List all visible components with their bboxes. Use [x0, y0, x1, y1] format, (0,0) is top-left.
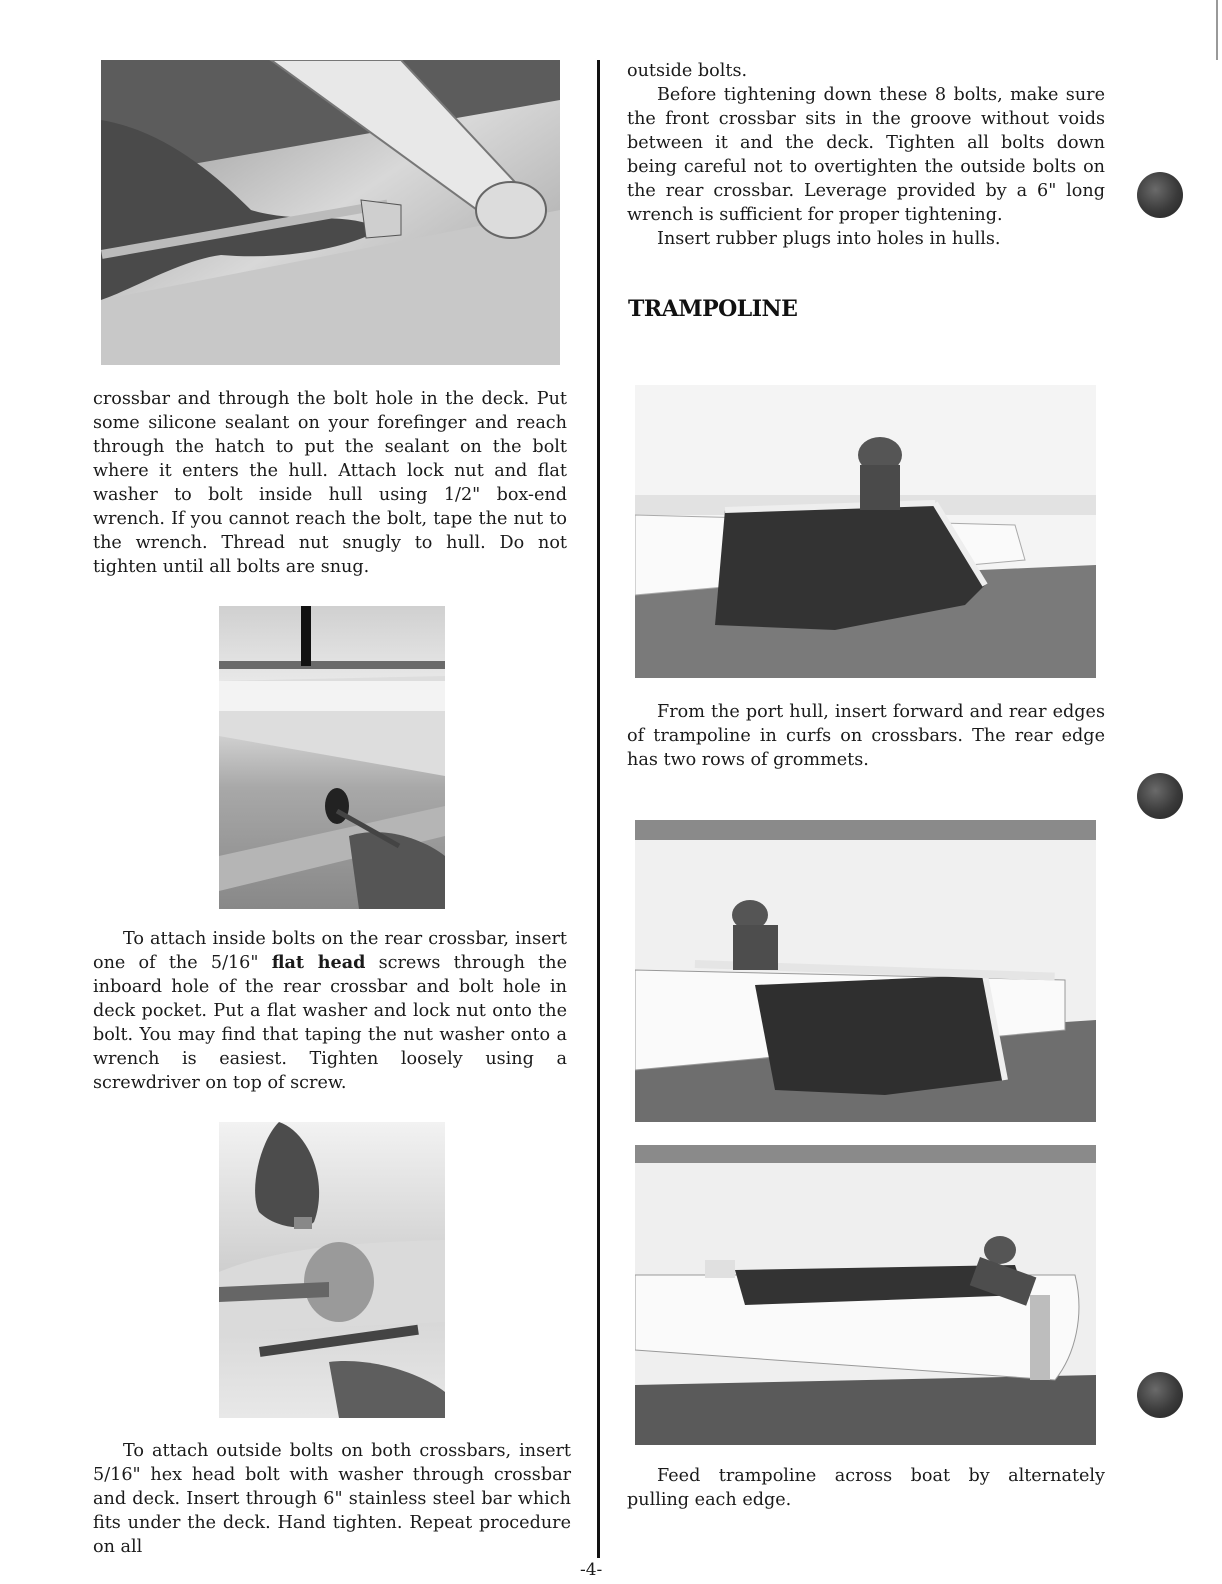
tighten-bolts-section — [627, 59, 1105, 251]
page-number: -4- — [580, 1560, 603, 1580]
wrench-on-crossbar-photo — [101, 60, 560, 365]
trampoline-heading: TRAMPOLINE — [628, 296, 798, 322]
flat-head-emphasis: flat head — [271, 952, 366, 973]
hex-bolt-crossbar-photo — [219, 1122, 445, 1418]
tighten-paragraph: Before tightening down these 8 bolts, make sure the front crossbar sits in the groove without voids between it and the deck. Tighten all bolts down being careful not to overtighten the outside bolts on the rear crossbar. Leverage provided by a 6" long wrench is sufficient for proper tightening. — [627, 85, 1105, 225]
screwdriver-in-deck-pocket-photo — [219, 606, 445, 909]
binder-punch-hole-top — [1137, 172, 1183, 218]
inside-bolts-paragraph: To attach inside bolts on the rear crossbar, insert one of the 5/16" flat head screws through the inboard hole of the rear crossbar and bolt hole in deck pocket. Put a flat washer and lock nut onto the bolt. You may find that taping the nut washer onto a wrench is easiest. Tighten loosely using a screwdriver on top of screw. — [93, 929, 567, 1093]
trampoline-insert-photo — [635, 820, 1096, 1122]
page-edge-mark — [1216, 0, 1218, 60]
binder-punch-hole-bottom — [1137, 1372, 1183, 1418]
caption-port-hull: From the port hull, insert forward and rear edges of trampoline in curfs on crossbars. The rear edge has two rows of grommets. — [627, 702, 1105, 770]
binder-punch-hole-middle — [1137, 773, 1183, 819]
bolt-sealant-paragraph: crossbar and through the bolt hole in the deck. Put some silicone sealant on your forefinger and reach through the hatch to put the sealant on the bolt where it enters the hull. Attach lock nut and flat washer to bolt inside hull using 1/2" box-end wrench. If you cannot reach the bolt, tape the nut to the wrench. Thread nut snugly to hull. Do not tighten until all bolts are snug. — [93, 389, 567, 577]
outside-bolts-paragraph: To attach outside bolts on both crossbars, insert 5/16" hex head bolt with washer through crossbar and deck. Insert through 6" stainless steel bar which fits under the deck. Hand tighten. Repeat procedure on all — [93, 1441, 571, 1557]
column-divider — [597, 60, 600, 1558]
continuation-text: outside bolts. — [627, 61, 748, 81]
rubber-plugs-paragraph: Insert rubber plugs into holes in hulls. — [657, 229, 1001, 249]
caption-feed-trampoline: Feed trampoline across boat by alternately pulling each edge. — [627, 1466, 1105, 1510]
trampoline-port-hull-photo — [635, 385, 1096, 678]
trampoline-feed-photo — [635, 1145, 1096, 1445]
